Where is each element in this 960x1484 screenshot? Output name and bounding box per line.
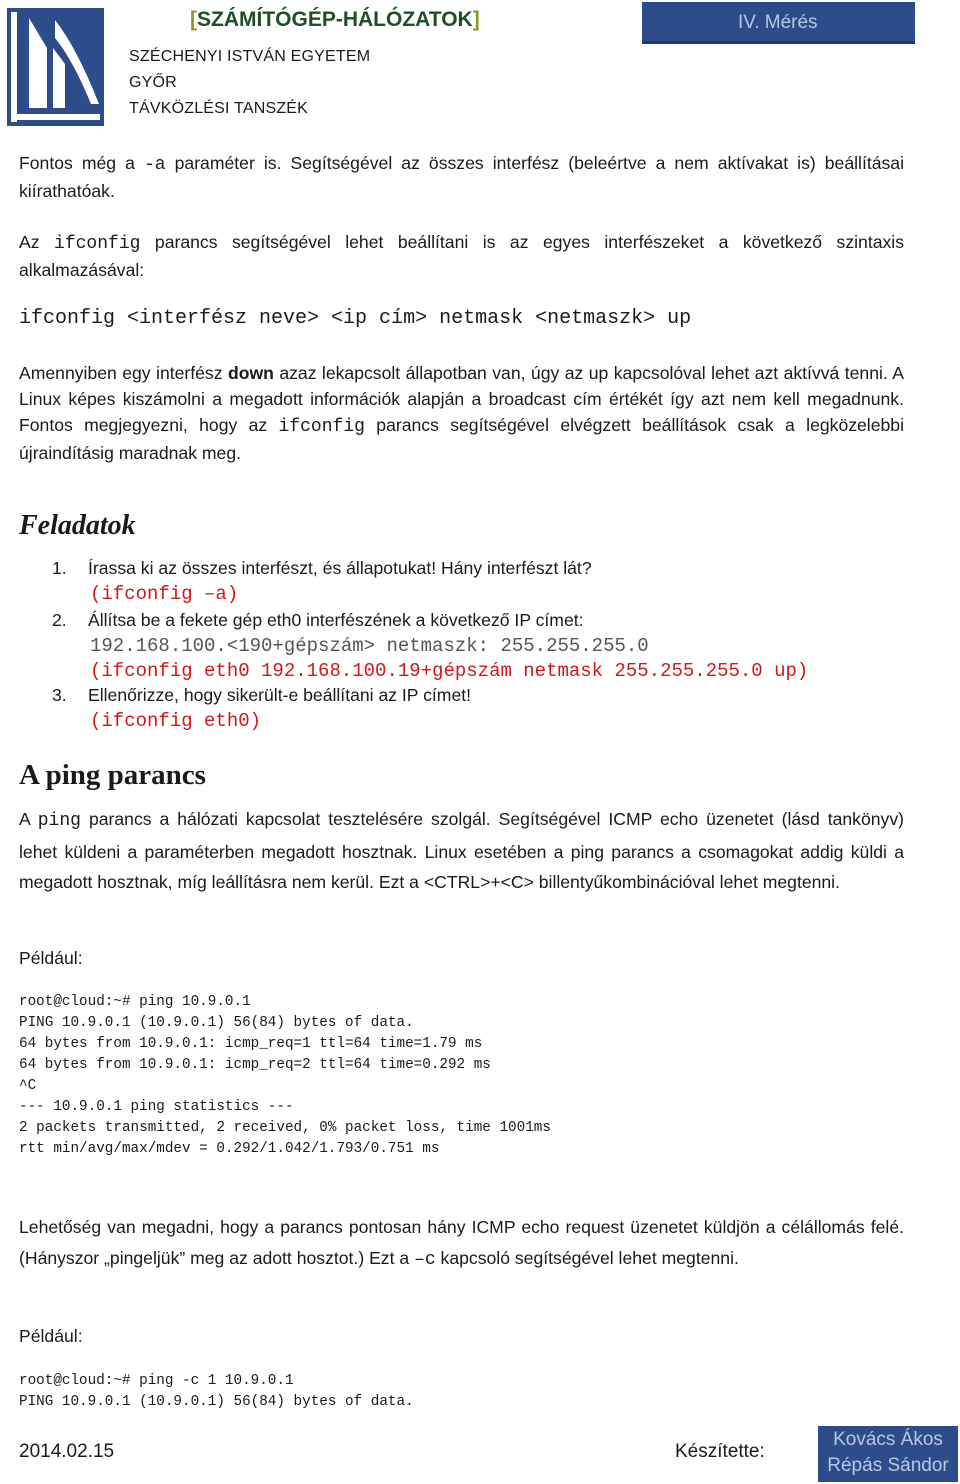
department-name: TÁVKÖZLÉSI TANSZÉK [129, 100, 309, 117]
terminal-line: root@cloud:~# ping -c 1 10.9.0.1 [19, 1373, 294, 1389]
terminal-line: 2 packets transmitted, 2 received, 0% packet loss, time 1001ms [19, 1120, 551, 1136]
example-label: Például: [19, 948, 83, 968]
task-detail: 192.168.100.<190+gépszám> netmaszk: 255.255.255.0 [90, 635, 649, 657]
terminal-line: 64 bytes from 10.9.0.1: icmp_req=2 ttl=64 time=0.292 ms [19, 1057, 491, 1073]
task-answer: (ifconfig eth0) [90, 710, 262, 732]
task-item: 2. Állítsa be a fekete gép eth0 interfészének a következő IP címet: [52, 610, 584, 630]
task-item: 1. Írassa ki az összes interfészt, és állapotukat! Hány interfészt lát? [52, 558, 592, 578]
terminal-line: ^C [19, 1078, 37, 1094]
task-item: 3. Ellenőrizze, hogy sikerült-e beállítani az IP címet! [52, 685, 472, 705]
paragraph-ping-count: Lehetőség van megadni, hogy a parancs pontosan hány ICMP echo request üzenetet küldjön a célállomás felé. (Hányszor „pingeljük” meg az adott hosztot.) Ezt a –c kapcsoló segítségével lehet megtenni. [19, 1217, 904, 1270]
author-name: Kovács Ákos [833, 1429, 943, 1450]
paragraph-a-option: Fontos még a -a paraméter is. Segítségével az összes interfész (beleértve a nem aktívakat is) beállításai kiírathatóak. [19, 153, 904, 201]
ifconfig-syntax: ifconfig <interfész neve> <ip cím> netmask <netmaszk> up [19, 307, 692, 330]
paragraph-ping-intro: A ping parancs a hálózati kapcsolat tesztelésére szolgál. Segítségével ICMP echo üzenetet (lásd tankönyv) lehet küldeni a paraméterben megadott hosztnak. Linux esetében a ping parancs a csomagokat addig küldi a megadott hosztnak, míg leállításra nem kerül. Ezt a <CTRL>+<C> billentyűkombinációval lehet megtenni. [19, 809, 904, 892]
footer-made-by-label: Készítette: [675, 1441, 765, 1462]
terminal-output-ping [19, 992, 551, 1160]
terminal-line: --- 10.9.0.1 ping statistics --- [19, 1099, 294, 1115]
task-answer: (ifconfig –a) [90, 583, 239, 605]
university-logo [7, 8, 104, 126]
task-answer: (ifconfig eth0 192.168.100.19+gépszám netmask 255.255.255.0 up) [90, 660, 809, 682]
terminal-output-ping-count [19, 1371, 414, 1413]
city-name: GYŐR [129, 74, 177, 91]
paragraph-ifconfig-intro: Az ifconfig parancs segítségével lehet beállítani is az egyes interfészeket a következő szintaxis alkalmazásával: [19, 232, 905, 280]
document-title: [SZÁMÍTÓGÉP-HÁLÓZATOK] [190, 8, 480, 31]
terminal-line: PING 10.9.0.1 (10.9.0.1) 56(84) bytes of data. [19, 1394, 414, 1410]
terminal-line: root@cloud:~# ping 10.9.0.1 [19, 994, 251, 1010]
terminal-line: 64 bytes from 10.9.0.1: icmp_req=1 ttl=64 time=1.79 ms [19, 1036, 483, 1052]
author-name: Répás Sándor [827, 1455, 949, 1476]
ping-heading: A ping parancs [19, 759, 206, 791]
example-label: Például: [19, 1326, 83, 1346]
lab-number-badge: IV. Mérés [642, 2, 915, 44]
paragraph-ifconfig-details: Amennyiben egy interfész down azaz lekapcsolt állapotban van, úgy az up kapcsolóval lehet azt aktívvá tenni. A Linux képes kiszámolni a megadott információk alapján a broadcast cím értékét így azt nem kell megadnunk. Fontos megjegyezni, hogy az ifconfig parancs segítségével elvégzett beállítások csak a legközelebbi újraindításig maradnak meg. [19, 363, 904, 463]
footer-date: 2014.02.15 [19, 1441, 115, 1462]
terminal-line: rtt min/avg/max/mdev = 0.292/1.042/1.793/0.751 ms [19, 1141, 440, 1157]
footer-authors-box [818, 1426, 958, 1482]
university-name: SZÉCHENYI ISTVÁN EGYETEM [129, 48, 371, 65]
tasks-heading: Feladatok [19, 510, 136, 541]
terminal-line: PING 10.9.0.1 (10.9.0.1) 56(84) bytes of data. [19, 1015, 414, 1031]
